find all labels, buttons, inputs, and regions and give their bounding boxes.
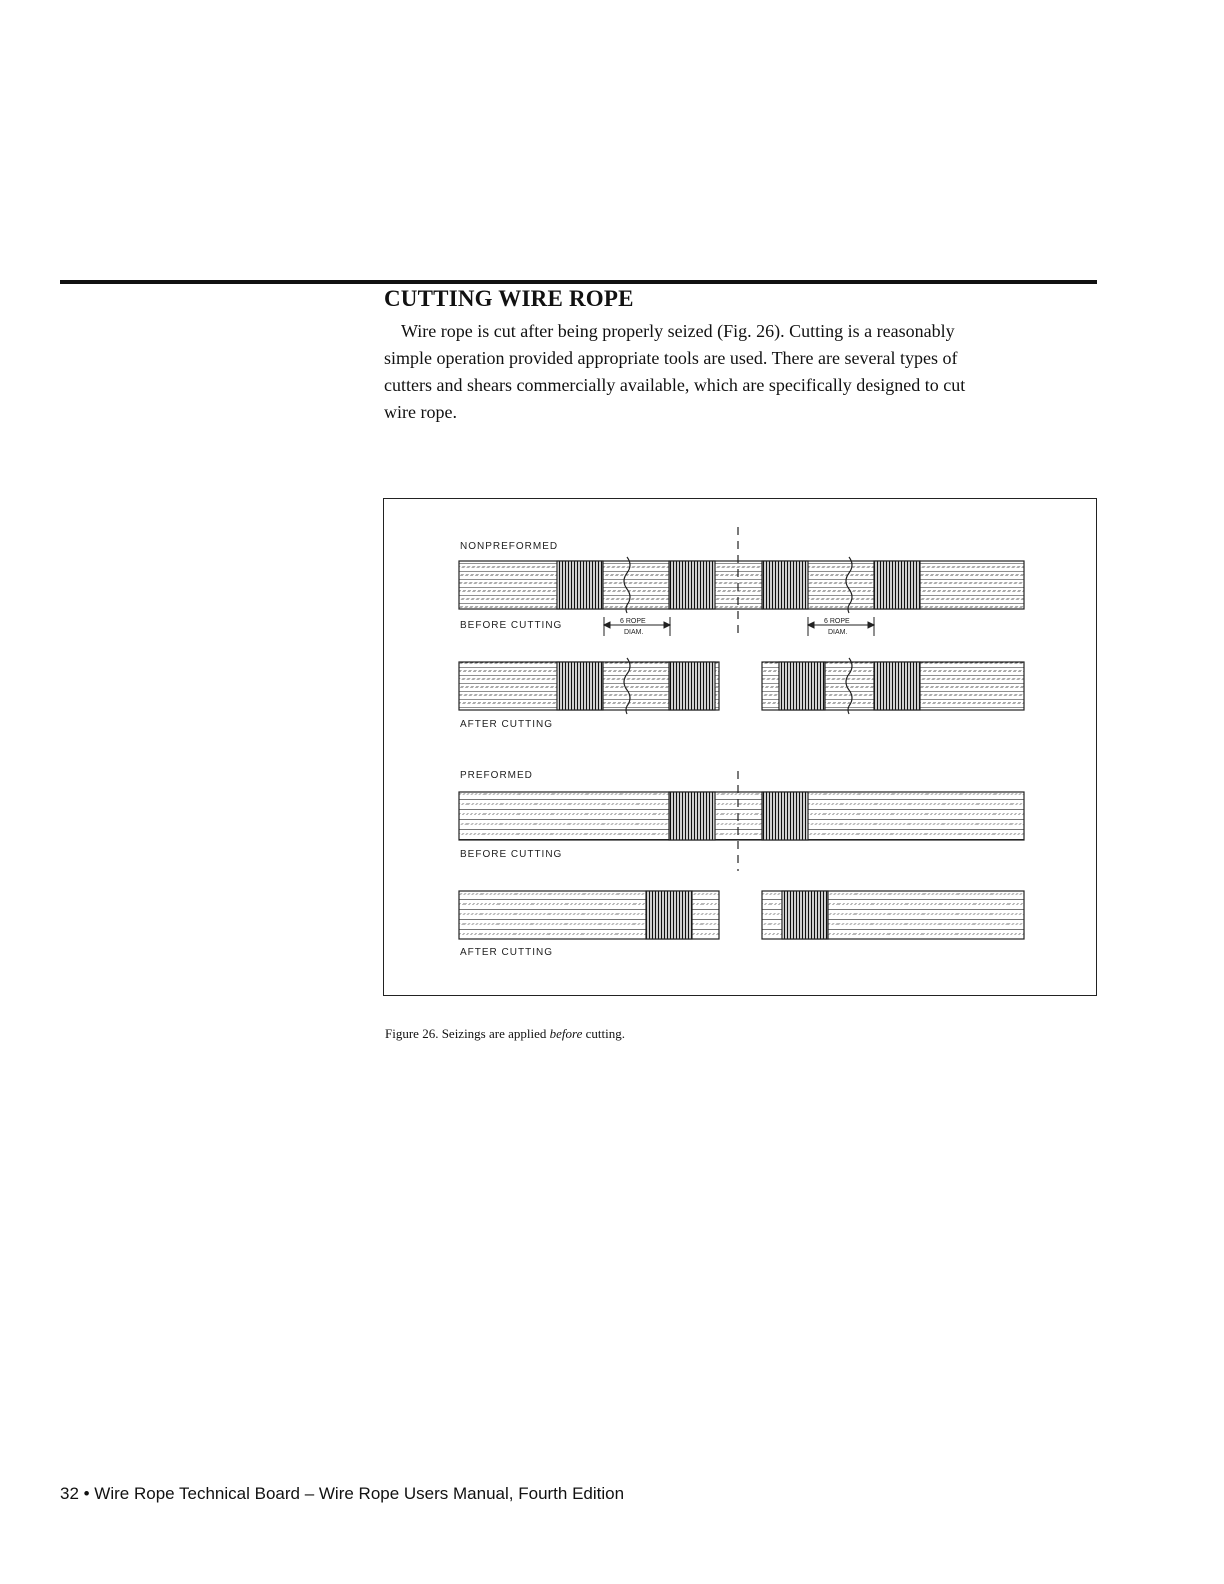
paragraph-line: simple operation provided appropriate tools are used. There are several types of [384,348,958,368]
page-footer: 32 • Wire Rope Technical Board – Wire Rope Users Manual, Fourth Edition [60,1484,625,1503]
dim-label: DIAM. [624,629,644,636]
dimension-6-rope-diam [604,617,670,636]
label-preformed: PREFORMED [460,770,533,781]
rope-nonpreformed-before [459,557,1024,613]
paragraph-line: wire rope. [384,402,457,422]
caption-prefix: Figure 26. Seizings are applied [385,1026,550,1041]
body-paragraph [384,318,1096,426]
rope-preformed-before [459,792,1024,840]
label-before-cutting: BEFORE CUTTING [460,620,563,631]
figure-26 [383,498,1097,996]
caption-suffix: cutting. [582,1026,625,1041]
label-after-cutting: AFTER CUTTING [460,947,553,958]
dim-label: DIAM. [828,629,848,636]
rope-preformed-after-left [459,891,719,939]
label-after-cutting: AFTER CUTTING [460,719,553,730]
dim-label: 6 ROPE [824,618,850,625]
wire-rope-diagram [384,499,1098,997]
figure-caption [385,1026,625,1042]
paragraph-line: Wire rope is cut after being properly seized (Fig. 26). Cutting is a reasonably [401,321,955,341]
caption-emphasis: before [549,1026,583,1041]
section-title: CUTTING WIRE ROPE [384,286,634,311]
top-rule [60,280,1097,284]
label-nonpreformed: NONPREFORMED [460,541,559,552]
dim-label: 6 ROPE [620,618,646,625]
paragraph-line: cutters and shears commercially available, which are specifically designed to cut [384,375,966,395]
dimension-6-rope-diam [808,617,874,636]
label-before-cutting: BEFORE CUTTING [460,849,563,860]
rope-nonpreformed-after-left [459,658,719,714]
rope-nonpreformed-after-right [762,658,1024,714]
rope-preformed-after-right [762,891,1024,939]
